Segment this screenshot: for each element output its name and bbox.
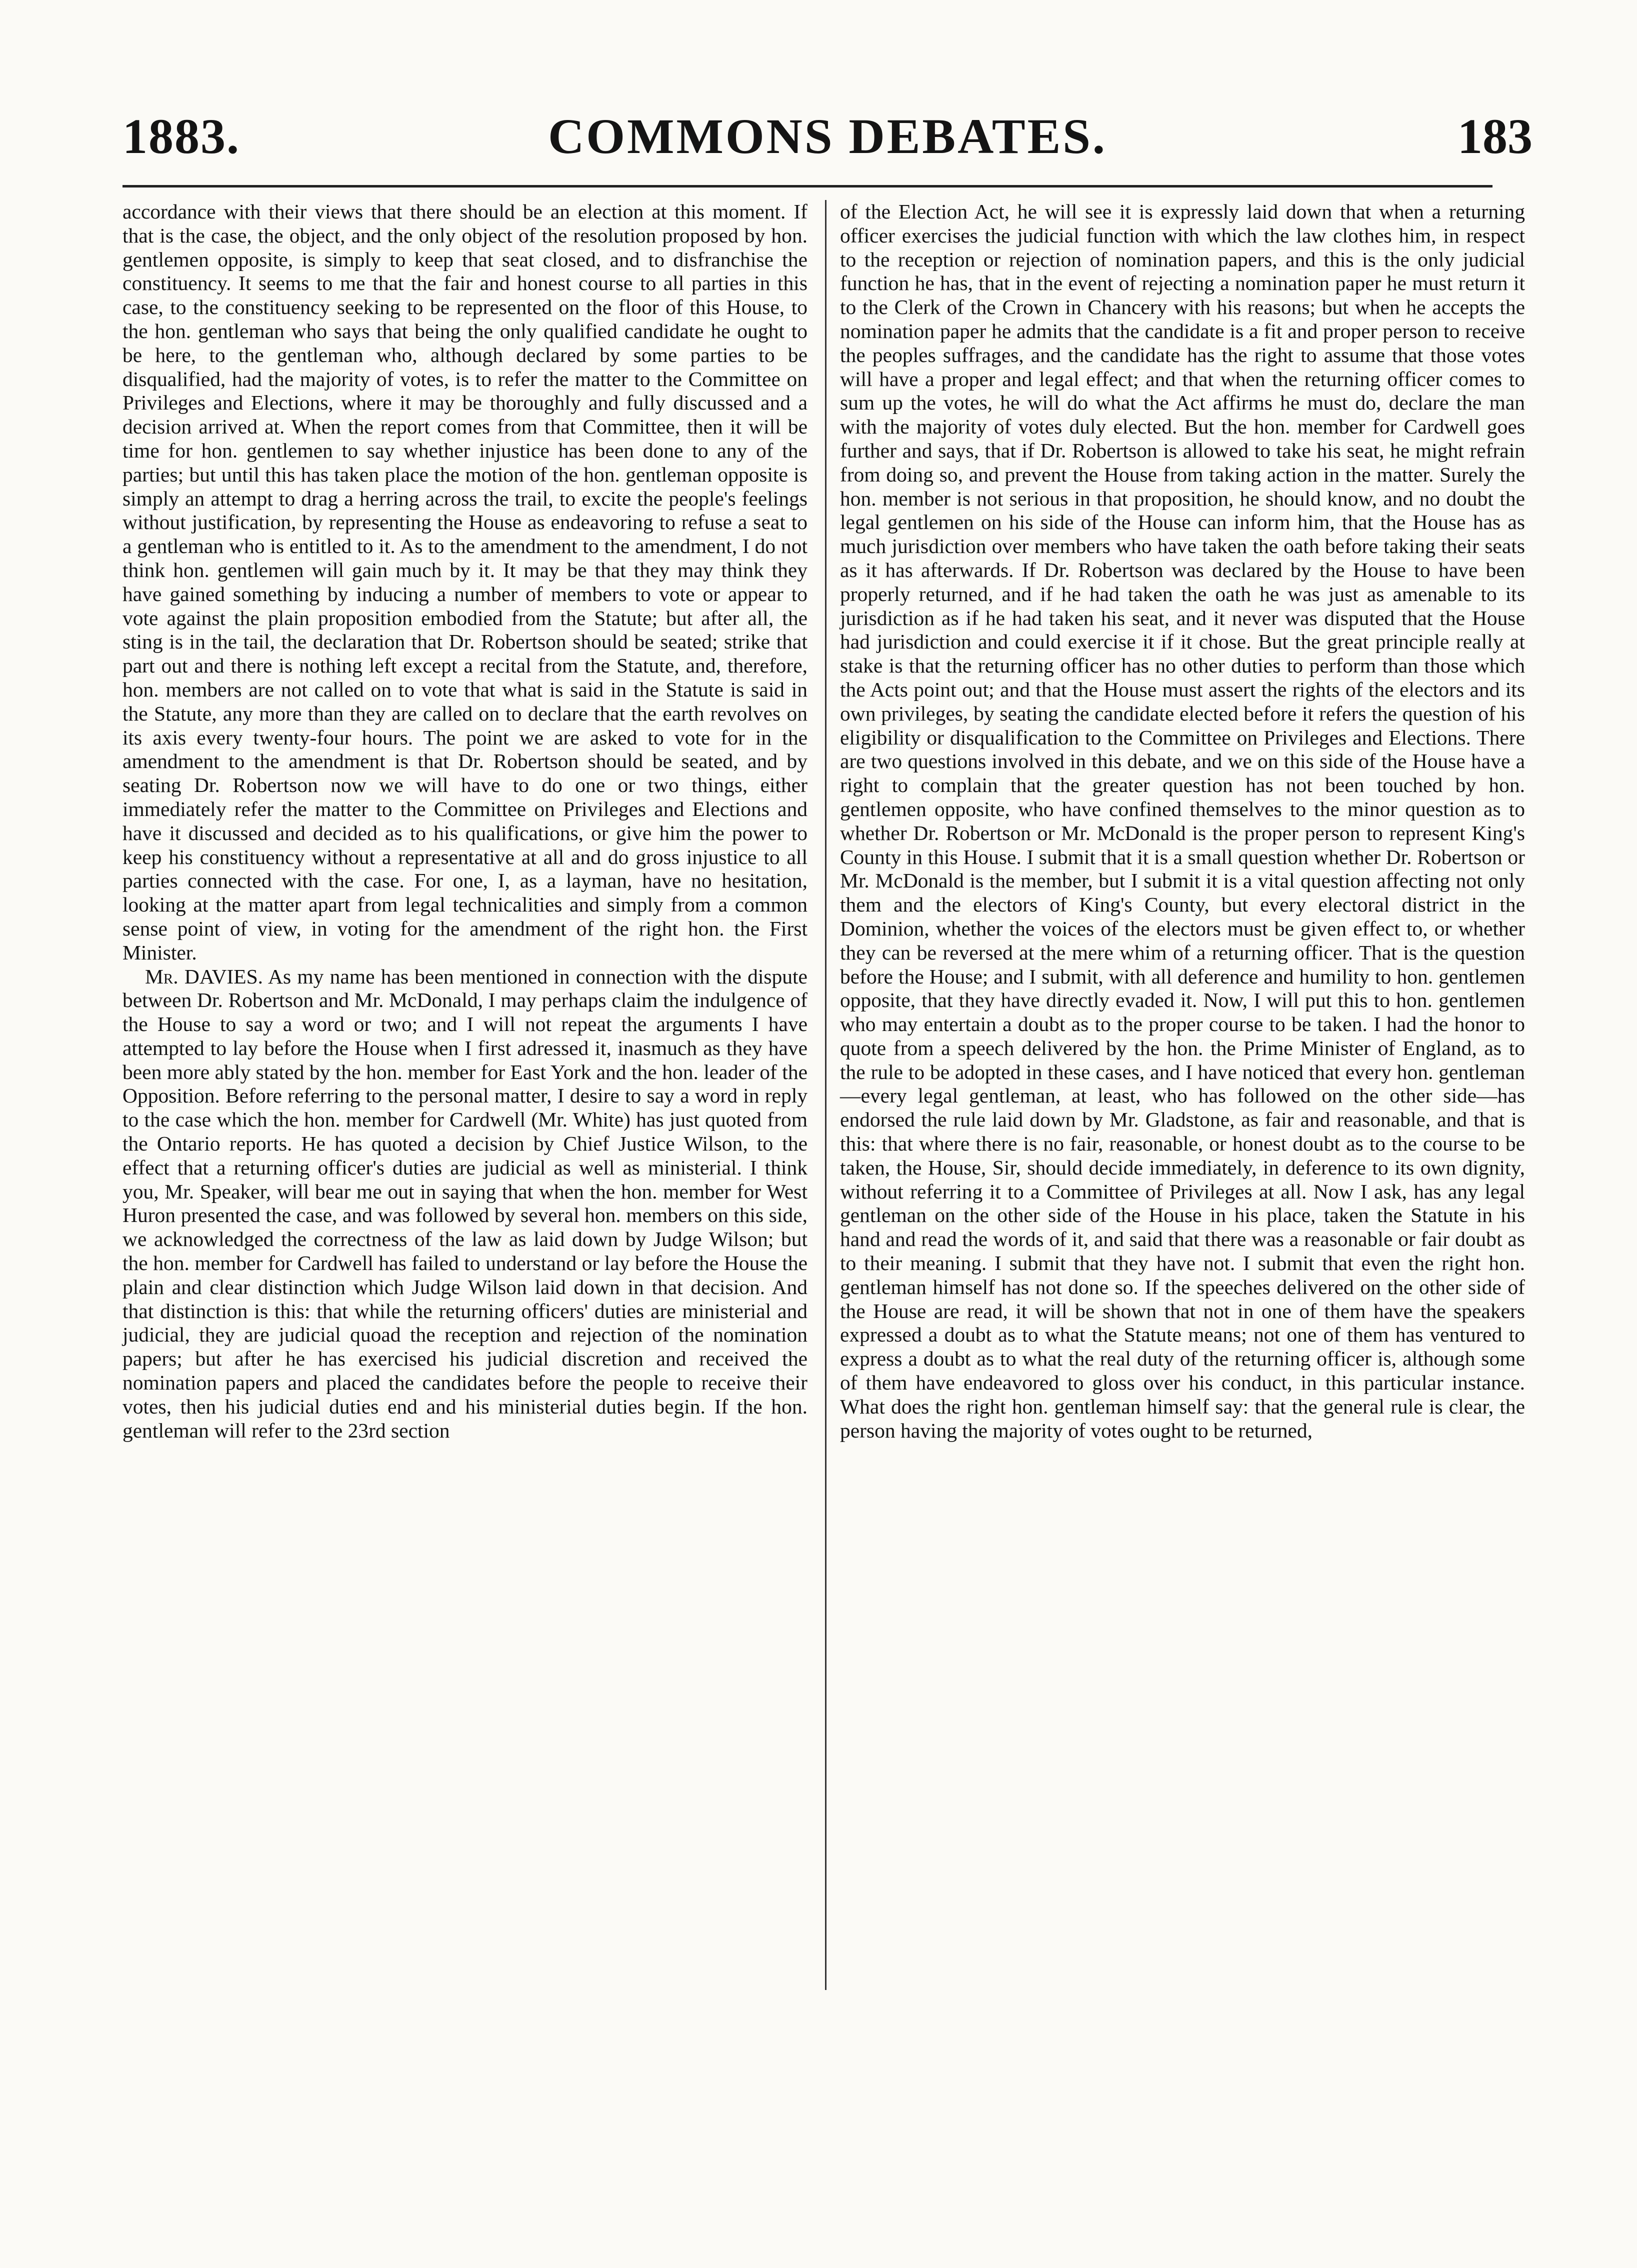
left-paragraph-2-text: As my name has been mentioned in connection with the dispute between Dr. Robertson and Mr. McDonald, I may perhaps claim the indulgence of the House to say a word or two; and I will not repeat the arguments I have attempted to lay before the House when I first adressed it, inasmuch as they have been more ably stated by the hon. member for East York and the hon. leader of the Opposition. Before referring to the personal matter, I desire to say a word in reply to the case which the hon. member for Cardwell (Mr. White) has just quoted from the Ontario reports. He has quoted a decision by Chief Justice Wilson, to the effect that a returning officer's duties are judicial as well as ministerial. I think you, Mr. Speaker, will bear me out in saying that when the hon. member for West Huron presented the case, and was followed by several hon. members on this side, we acknowledged the correctness of the law as laid down by Judge Wilson; but the hon. member for Cardwell has failed to understand or lay before the House the plain and clear distinction which Judge Wilson laid down in that decision. And that distinction is this: that while the returning officers' duties are ministerial and judicial, they are judicial quoad the reception and rejection of the nomination papers; but after he has exercised his judicial discretion and received the nomination papers and placed the candidates before the people to receive their votes, then his judicial duties end and his ministerial duties begin. If the hon. gentleman will refer to the 23rd section bbox=[122, 964, 808, 1442]
header-page-number: 183 bbox=[1458, 108, 1532, 164]
right-column bbox=[840, 200, 1525, 1442]
speaker-name: Mr. DAVIES. bbox=[145, 964, 264, 988]
header-title: COMMONS DEBATES. bbox=[548, 108, 1107, 164]
left-column bbox=[122, 200, 808, 1442]
right-paragraph-1: of the Election Act, he will see it is expressly laid down that when a returning officer exercises the judicial function with which the law clothes him, in respect to the reception or rejection of nomination papers, and this is the only judicial function he has, that in the event of rejecting a nomination paper he must return it to the Clerk of the Crown in Chancery with his reasons; but when he accepts the nomination paper he admits that the candidate is a fit and proper person to receive the peoples suffrages, and the candidate has the right to assume that those votes will have a proper and legal effect; and that when the returning officer comes to sum up the votes, he will do what the Act affirms he must do, declare the man with the majority of votes duly elected. But the hon. member for Cardwell goes further and says, that if Dr. Robertson is allowed to take his seat, he might refrain from doing so, and prevent the House from taking action in the matter. Surely the hon. member is not serious in that proposition, he should know, and no doubt the legal gentlemen on his side of the House can inform him, that the House has as much jurisdiction over members who have taken the oath before taking their seats as it has afterwards. If Dr. Robertson was declared by the House to have been properly returned, and if he had taken the oath he was just as amenable to its jurisdiction as if he had taken his seat, and it never was disputed that the House had jurisdiction and could exercise it if it chose. But the great principle really at stake is that the returning officer has no other duties to perform than those which the Acts point out; and that the House must assert the rights of the electors and its own privileges, by seating the candidate elected before it refers the question of his eligibility or disqualification to the Committee on Privileges and Elections. There are two questions involved in this debate, and we on this side of the House have a right to complain that the greater question has not been touched by hon. gentlemen opposite, who have confined themselves to the minor question as to whether Dr. Robertson or Mr. McDonald is the proper person to represent King's County in this House. I submit that it is a small question whether Dr. Robertson or Mr. McDonald is the member, but I submit it is a vital question affecting not only them and the electors of King's County, but every electoral district in the Dominion, whether the voices of the electors must be given effect to, or whether they can be reversed at the mere whim of a returning officer. That is the question before the House; and I submit, with all deference and humility to hon. gentlemen opposite, that they have directly evaded it. Now, I will put this to hon. gentlemen who may entertain a doubt as to the proper course to be taken. I had the honor to quote from a speech delivered by the hon. the Prime Minister of England, as to the rule to be adopted in these cases, and I have noticed that every hon. gentleman—every legal gentleman, at least, who has followed on the other side—has endorsed the rule laid down by Mr. Gladstone, as fair and reasonable, and that is this: that where there is no fair, reasonable, or honest doubt as to the course to be taken, the House, Sir, should decide immediately, in deference to its own dignity, without referring it to a Committee of Privileges at all. Now I ask, has any legal gentleman on the other side of the House in his place, taken the Statute in his hand and read the words of it, and said that there was a reasonable or fair doubt as to their meaning. I submit that they have not. I submit that even the right hon. gentleman himself has not done so. If the speeches delivered on the other side of the House are read, it will be shown that not in one of them have the speakers expressed a doubt as to what the Statute means; not one of them has ventured to express a doubt as to what the real duty of the returning officer is, although some of them have endeavored to gloss over his conduct, in this particular instance. What does the right hon. gentleman himself say: that the general rule is clear, the person having the majority of votes ought to be returned, bbox=[840, 200, 1525, 1442]
column-divider bbox=[825, 200, 826, 1990]
left-paragraph-2 bbox=[122, 965, 808, 1443]
page-header bbox=[122, 108, 1532, 172]
left-paragraph-1: accordance with their views that there should be an election at this moment. If that is the case, the object, and the only object of the resolution proposed by hon. gentlemen opposite, is simply to keep that seat closed, and to disfranchise the constituency. It seems to me that the fair and honest course to all parties in this case, to the constituency seeking to be represented on the floor of this House, to the hon. gentleman who says that being the only qualified candidate he ought to be here, to the gentleman who, although declared by some parties to be disqualified, had the majority of votes, is to refer the matter to the Committee on Privileges and Elections, where it may be thoroughly and fully discussed and a decision arrived at. When the report comes from that Committee, then it will be time for hon. gentlemen to say whether injustice has been done to any of the parties; but until this has taken place the motion of the hon. gentleman opposite is simply an attempt to drag a herring across the trail, to excite the people's feelings without justification, by representing the House as endeavoring to refuse a seat to a gentleman who is entitled to it. As to the amendment to the amendment, I do not think hon. gentlemen will gain much by it. It may be that they may think they have gained something by inducing a number of members to vote or appear to vote against the plain proposition embodied from the Statute; but after all, the sting is in the tail, the declaration that Dr. Robertson should be seated; strike that part out and there is nothing left except a recital from the Statute, and, therefore, hon. members are not called on to vote that what is said in the Statute is said in the Statute, any more than they are called on to declare that the earth revolves on its axis every twenty-four hours. The point we are asked to vote for in the amendment to the amendment is that Dr. Robertson should be seated, and by seating Dr. Robertson now we will have to do one or two things, either immediately refer the matter to the Committee on Privileges and Elections and have it discussed and decided as to his qualifications, or give him the power to keep his constituency without a representative at all and do gross injustice to all parties connected with the case. For one, I, as a layman, have no hesitation, looking at the matter apart from legal technicalities and simply from a common sense point of view, in voting for the amendment of the right hon. the First Minister. bbox=[122, 200, 808, 964]
header-rule bbox=[122, 185, 1492, 188]
header-year: 1883. bbox=[122, 108, 240, 164]
